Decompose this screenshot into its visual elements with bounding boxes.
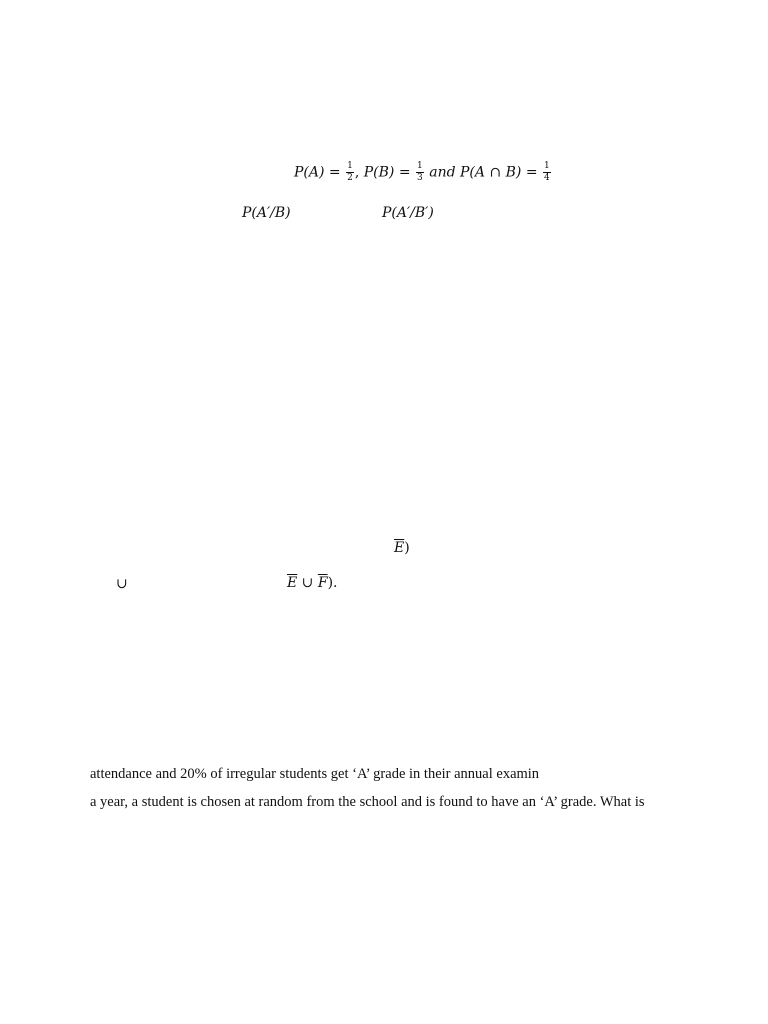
equals-sign: = [328, 164, 341, 181]
fraction-one-third [416, 162, 424, 183]
p-b-term: P(B) [363, 164, 395, 181]
fraction-denominator: 3 [417, 173, 423, 183]
complement-e-fragment [394, 541, 410, 555]
closing-paren: ) [404, 540, 410, 556]
probability-equation-given [294, 162, 552, 183]
fraction-denominator: 2 [347, 173, 353, 183]
union-operator: ∪ [297, 575, 318, 591]
equals-sign: = [398, 164, 411, 181]
complement-union-fragment [287, 576, 338, 590]
fraction-denominator: 4 [544, 173, 550, 183]
conditional-probability-left [242, 206, 291, 220]
p-a-intersect-b-term: P(A ∩ B) [460, 164, 522, 181]
e-complement: $\overline{E}$ [287, 575, 298, 591]
equals-sign: = [525, 164, 538, 181]
conditional-expression: P(A′/B′) [382, 205, 434, 221]
conditional-expression: P(A′/B) [242, 205, 291, 221]
fraction-one-half [346, 162, 354, 183]
union-symbol: ∪ [116, 576, 128, 592]
fraction-numerator: 1 [544, 161, 550, 171]
text-line-attendance: attendance and 20% of irregular students get ‘A’ grade in their annual examin [90, 766, 540, 782]
fraction-numerator: 1 [417, 161, 423, 171]
fraction-numerator: 1 [347, 161, 353, 171]
and-word: and [429, 164, 456, 181]
closing-paren-period: ). [327, 575, 338, 591]
comma-separator: , [354, 164, 360, 181]
fraction-one-quarter [543, 162, 551, 183]
f-complement: $\overline{F}$ [317, 575, 328, 591]
conditional-probability-right [382, 206, 434, 220]
p-a-term: P(A) [294, 164, 325, 181]
text-line-student-chosen: a year, a student is chosen at random from the school and is found to have an ‘A’ grade. What is [90, 794, 645, 810]
e-complement: $\overline{E}$ [394, 540, 405, 556]
